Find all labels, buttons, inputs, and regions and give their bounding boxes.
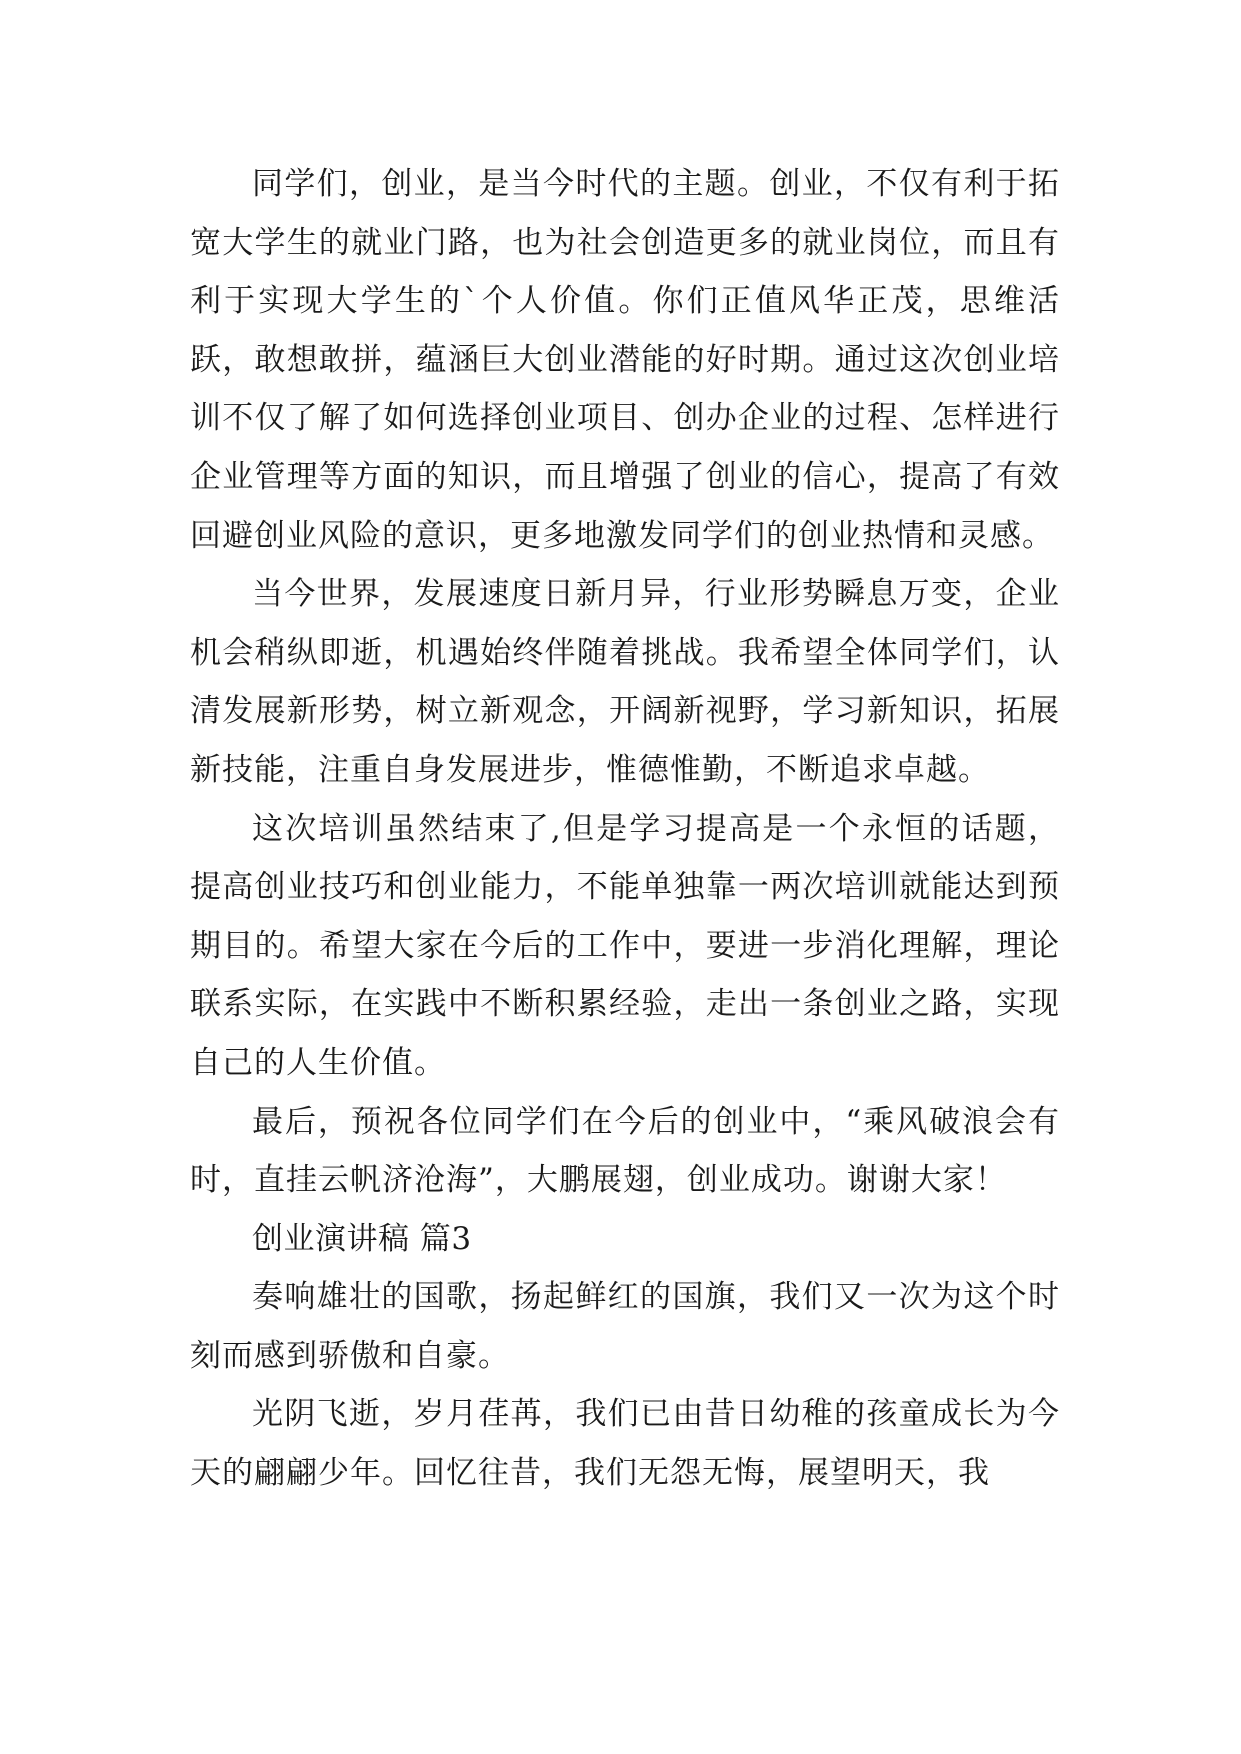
- paragraph-closing-wishes: 最后，预祝各位同学们在今后的创业中，“乘风破浪会有时，直挂云帆济沧海”，大鹏展翅，创业成功。谢谢大家！: [190, 1103, 1060, 1199]
- paragraph-national-anthem: 奏响雄壮的国歌，扬起鲜红的国旗，我们又一次为这个时刻而感到骄傲和自豪。: [190, 1279, 1060, 1374]
- section-heading: 创业演讲稿 篇3: [252, 1220, 472, 1257]
- paragraph-world-development: 当今世界，发展速度日新月异，行业形势瞬息万变，企业机会稍纵即逝，机遇始终伴随着挑战。我希望全体同学们，认清发展新形势，树立新观念，开阔新视野，学习新知识，拓展新技能，注重自身发展进步，惟德惟勤，不断追求卓越。: [190, 576, 1060, 788]
- paragraph-training-ended: 这次培训虽然结束了,但是学习提高是一个永恒的话题，提高创业技巧和创业能力，不能单独靠一两次培训就能达到预期目的。希望大家在今后的工作中，要进一步消化理解，理论联系实际，在实践中不断积累经验，走出一条创业之路，实现自己的人生价值。: [190, 810, 1060, 1081]
- paragraph-entrepreneurship-theme: 同学们，创业，是当今时代的主题。创业，不仅有利于拓宽大学生的就业门路，也为社会创造更多的就业岗位，而且有利于实现大学生的`个人价值。你们正值风华正茂，思维活跃，敢想敢拼，蕴涵巨大创业潜能的好时期。通过这次创业培训不仅了解了如何选择创业项目、创办企业的过程、怎样进行企业管理等方面的知识，而且增强了创业的信心，提高了有效回避创业风险的意识，更多地激发同学们的创业热情和灵感。: [190, 166, 1060, 554]
- document-body: [190, 155, 1060, 1503]
- paragraph-time-flies: 光阴飞逝，岁月荏苒，我们已由昔日幼稚的孩童成长为今天的翩翩少年。回忆往昔，我们无怨无悔，展望明天，我: [190, 1396, 1060, 1492]
